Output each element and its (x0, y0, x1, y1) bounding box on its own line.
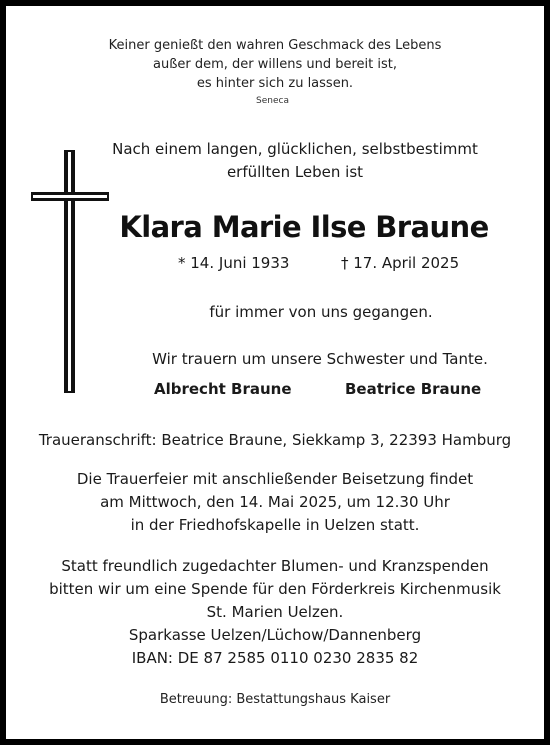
mourner-name: Albrecht Braune (154, 380, 292, 398)
deceased-name: Klara Marie Ilse Braune (119, 210, 489, 244)
funeral-home: Betreuung: Bestattungshaus Kaiser (159, 692, 391, 707)
intro-line: Nach einem langen, glücklichen, selbstbestimmt (112, 140, 478, 158)
quote-line: Keiner genießt den wahren Geschmack des Lebens (108, 38, 442, 53)
quote (6, 36, 544, 93)
ceremony-line: in der Friedhofskapelle in Uelzen statt. (130, 516, 420, 534)
donation-line: St. Marien Uelzen. (206, 603, 344, 621)
passed-text: für immer von uns gegangen. (209, 303, 433, 321)
quote-line: es hinter sich zu lassen. (196, 76, 354, 91)
ceremony-line: am Mittwoch, den 14. Mai 2025, um 12.30 Uhr (100, 493, 450, 511)
donation-line: Sparkasse Uelzen/Lüchow/Dannenberg (128, 626, 422, 644)
donation-line: Statt freundlich zugedachter Blumen- und Kranzspenden (61, 557, 489, 575)
quote-line: außer dem, der willens und bereit ist, (152, 57, 397, 72)
intro-text (46, 138, 544, 184)
donation-text (6, 555, 544, 670)
quote-author: Seneca (256, 96, 289, 106)
address-text: Traueranschrift: Beatrice Braune, Siekkamp 3, 22393 Hamburg (38, 431, 512, 449)
ceremony-text (6, 468, 544, 537)
mourner-name: Beatrice Braune (345, 380, 482, 398)
ceremony-line: Die Trauerfeier mit anschließender Beisetzung findet (76, 470, 474, 488)
death-date: † 17. April 2025 (341, 254, 460, 272)
birth-date: * 14. Juni 1933 (178, 254, 290, 272)
intro-line: erfüllten Leben ist (226, 163, 364, 181)
donation-line: IBAN: DE 87 2585 0110 0230 2835 82 (131, 649, 419, 667)
donation-line: bitten wir um eine Spende für den Förderkreis Kirchenmusik (49, 580, 501, 598)
obituary-card (6, 6, 544, 739)
mourning-text: Wir trauern um unsere Schwester und Tante. (152, 350, 488, 368)
